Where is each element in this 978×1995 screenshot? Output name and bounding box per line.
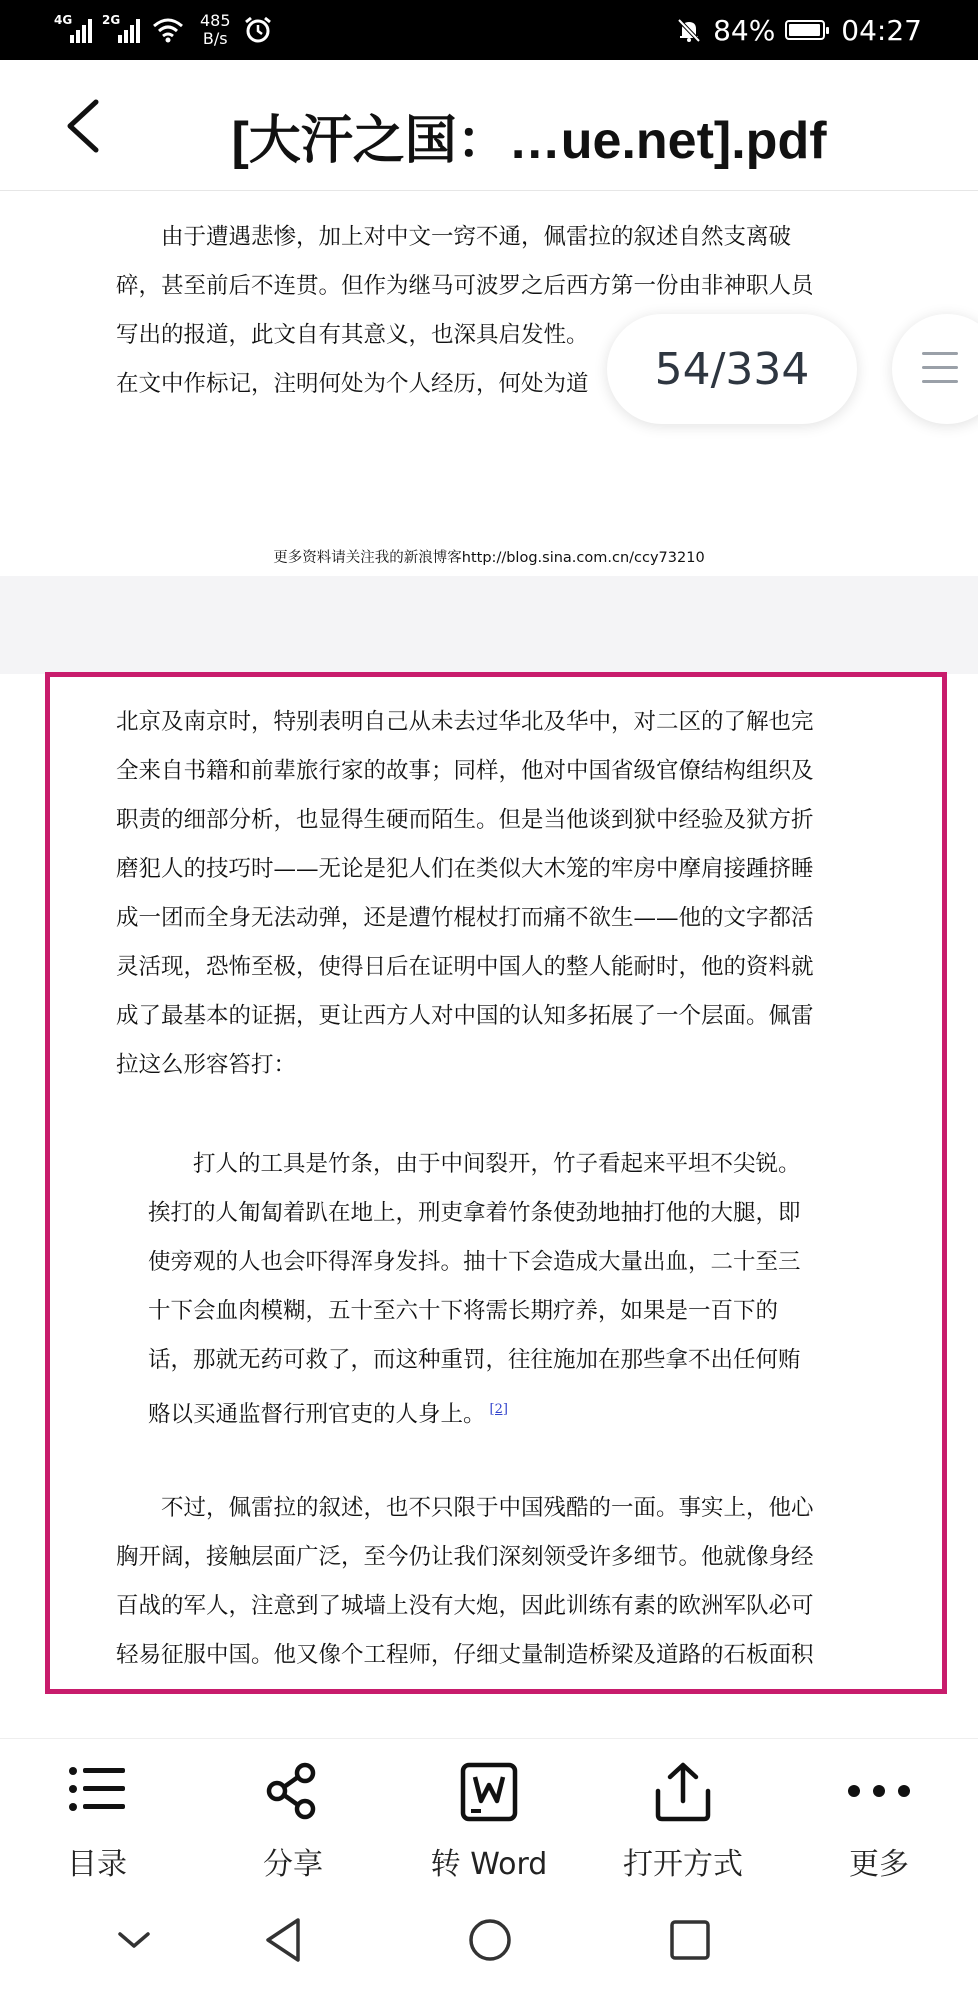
text-line: 使旁观的人也会吓得浑身发抖。抽十下会造成大量出血，二十至三: [148, 1249, 801, 1275]
text-line: 职责的细部分析，也显得生硬而陌生。但是当他谈到狱中经验及狱方折: [116, 807, 814, 833]
page-gap: [0, 576, 978, 674]
alarm-icon: [243, 15, 273, 45]
triangle-back-icon: [254, 1910, 314, 1970]
share-label: 分享: [263, 1847, 323, 1882]
nav-recents-button[interactable]: [660, 1910, 720, 1970]
text-line: 胸开阔，接触层面广泛，至今仍让我们深刻领受许多细节。他就像身经: [116, 1544, 814, 1570]
hide-keyboard-button[interactable]: [104, 1910, 164, 1970]
footnote-link[interactable]: [2]: [489, 1402, 508, 1417]
text-line: 百战的军人，注意到了城墙上没有大炮，因此训练有素的欧洲军队必可: [116, 1593, 814, 1619]
text-line: 十下会血肉模糊，五十至六十下将需长期疗养，如果是一百下的: [148, 1298, 779, 1324]
text-line: 磨犯人的技巧时——无论是犯人们在类似大木笼的牢房中摩肩接踵挤睡: [116, 856, 814, 882]
share-button[interactable]: [198, 1739, 388, 1889]
more-dots-icon: [844, 1771, 914, 1811]
text-line: 拉这么形容笞打：: [116, 1052, 297, 1078]
page-footer-note: 更多资料请关注我的新浪博客http://blog.sina.com.cn/ccy73210: [273, 550, 705, 566]
speed-value: 485: [200, 11, 231, 30]
battery-percent: 84%: [713, 13, 776, 47]
clipped-line: [116, 177, 816, 197]
text-line: 北京及南京时，特别表明自己从未去过华北及华中，对二区的了解也完: [116, 709, 814, 735]
more-label: 更多: [849, 1847, 909, 1882]
highlight-frame: [45, 672, 947, 1694]
signal-icon-sim2: [102, 13, 140, 43]
page-indicator[interactable]: 54/334: [607, 314, 857, 424]
back-button[interactable]: [60, 98, 110, 154]
speed-unit: B/s: [202, 29, 228, 48]
word-doc-icon: [459, 1761, 519, 1823]
clock: 04:27: [841, 13, 922, 47]
text-line: 全来自书籍和前辈旅行家的故事；同样，他对中国省级官僚结构组织及: [116, 758, 814, 784]
wifi-icon: [152, 17, 184, 43]
mute-bell-icon: [675, 16, 703, 44]
nav-back-button[interactable]: [254, 1910, 314, 1970]
text-line: 不过，佩雷拉的叙述，也不只限于中国残酷的一面。事实上，他心: [161, 1495, 814, 1521]
text-line: 话，那就无药可救了，而这种重罚，往往施加在那些拿不出任何贿: [148, 1347, 801, 1373]
chevron-down-icon: [104, 1910, 164, 1970]
text-line: 写出的报道，此文自有其意义，也深具启发性。: [116, 322, 589, 348]
open-with-button[interactable]: [588, 1739, 778, 1889]
network-type-2: 2G: [102, 13, 121, 27]
app-header: [0, 60, 978, 191]
status-bar: [0, 0, 978, 60]
text-line: 灵活现，恐怖至极，使得日后在证明中国人的整人能耐时，他的资料就: [116, 954, 814, 980]
battery-icon: [785, 20, 825, 40]
text-line: 由于遭遇悲惨，加上对中文一窍不通，佩雷拉的叙述自然支离破: [161, 224, 792, 250]
list-icon: [67, 1761, 127, 1817]
text-line: 挨打的人匍匐着趴在地上，刑吏拿着竹条使劲地抽打他的大腿，即: [148, 1200, 801, 1226]
network-speed: [200, 12, 231, 48]
text-line: 碎，甚至前后不连贯。但作为继马可波罗之后西方第一份由非神职人员: [116, 273, 814, 299]
toc-button[interactable]: [2, 1739, 192, 1889]
document-title: [大汗之国：…ue.net].pdf: [231, 112, 827, 170]
toc-label: 目录: [67, 1847, 127, 1882]
open-with-label: 打开方式: [623, 1847, 743, 1882]
to-word-label: 转 Word: [430, 1847, 548, 1882]
to-word-button[interactable]: [394, 1739, 584, 1889]
text-line: 成一团而全身无法动弹，还是遭竹棍杖打而痛不欲生——他的文字都活: [116, 905, 814, 931]
signal-icon-sim1: [54, 13, 92, 43]
network-type-1: 4G: [54, 13, 73, 27]
square-recents-icon: [660, 1910, 720, 1970]
back-arrow-icon: [60, 98, 110, 154]
bottom-toolbar: [0, 1738, 978, 1889]
text-line-content: 赂以买通监督行刑官吏的人身上。: [148, 1401, 486, 1428]
export-icon: [652, 1761, 714, 1823]
share-icon: [263, 1761, 323, 1821]
system-nav-bar: [0, 1888, 978, 1995]
more-button[interactable]: [784, 1739, 974, 1889]
nav-home-button[interactable]: [460, 1910, 520, 1970]
text-line: 成了最基本的证据，更让西方人对中国的认知多拓展了一个层面。佩雷: [116, 1003, 814, 1029]
text-line: 轻易征服中国。他又像个工程师，仔细丈量制造桥梁及道路的石板面积: [116, 1642, 814, 1668]
text-line: 在文中作标记，注明何处为个人经历，何处为道: [116, 371, 589, 397]
menu-icon: [922, 352, 958, 394]
text-line: 打人的工具是竹条，由于中间裂开，竹子看起来平坦不尖锐。: [193, 1151, 801, 1177]
circle-home-icon: [460, 1910, 520, 1970]
